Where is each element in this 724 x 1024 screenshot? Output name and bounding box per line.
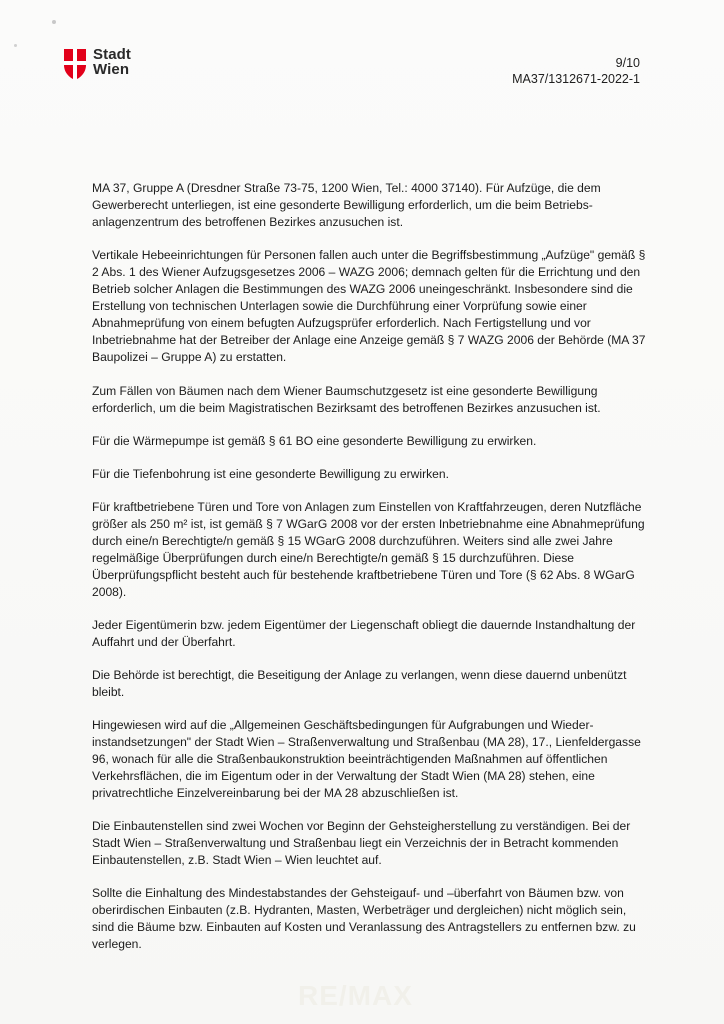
scan-speck: [14, 44, 17, 47]
paragraph: Die Einbautenstellen sind zwei Wochen vor Beginn der Gehsteigherstellung zu verständigen. Bei der Stadt Wien – Straßenverwaltung und Straßenbau liegt ein Verzeichnis der in Betracht kommenden Einbautenstellen, z.B. Stadt Wien – Wien leuchtet auf.: [92, 819, 631, 867]
stadt-wien-logo: [63, 47, 131, 81]
document-body: [92, 180, 648, 969]
paragraph: Vertikale Hebeeinrichtungen für Personen fallen auch unter die Begriffsbestimmung „Aufzüge" gemäß § 2 Abs. 1 des Wiener Aufzugsgesetzes 2006 – WAZG 2006; demnach gelten für die Errichtung und den Betrieb solcher Anlagen die Bestimmungen des WAZG 2006 uneingeschränkt. Insbesondere sind die Erstellung von technischen Unterlagen sowie die Durchführung einer Vorprüfung sowie einer Abnahmeprüfung von einem befugten Aufzugsprüfer erforderlich. Nach Fertigstellung und vor Inbetriebnahme hat der Betreiber der Anlage eine Anzeige gemäß § 7 WAZG 2006 der Behörde (MA 37 Baupolizei – Gruppe A) zu erstatten.: [92, 248, 646, 364]
page-number: 9/10: [615, 56, 640, 70]
paragraph: MA 37, Gruppe A (Dresdner Straße 73-75, 1200 Wien, Tel.: 4000 37140). Für Aufzüge, die dem Gewerberecht unterliegen, ist eine gesonderte Bewilligung erforderlich, um die beim Betriebsanlagenzentrum des betroffenen Bezirkes anzusuchen ist.: [92, 181, 601, 229]
vienna-coat-of-arms-icon: [63, 47, 87, 81]
logo-wordmark: [93, 47, 131, 77]
file-reference: MA37/1312671-2022-1: [512, 72, 640, 86]
paragraph: Zum Fällen von Bäumen nach dem Wiener Baumschutzgesetz ist eine gesonderte Bewilligung erforderlich, um die beim Magistratischen Bezirksamt des betroffenen Bezirkes anzusuchen ist.: [92, 384, 601, 415]
logo-line-stadt: Stadt: [93, 46, 131, 63]
remax-watermark: RE/MAX: [298, 980, 413, 1011]
paragraph: Jeder Eigentümerin bzw. jedem Eigentümer der Liegenschaft obliegt die dauernde Instandhaltung der Auffahrt und der Überfahrt.: [92, 618, 636, 649]
paragraph: Für die Tiefenbohrung ist eine gesonderte Bewilligung zu erwirken.: [92, 467, 449, 481]
paragraph: Für die Wärmepumpe ist gemäß § 61 BO eine gesonderte Bewilligung zu erwirken.: [92, 434, 537, 448]
paragraph: Für kraftbetriebene Türen und Tore von Anlagen zum Einstellen von Kraftfahrzeugen, deren Nutzfläche größer als 250 m² ist, ist gemäß § 7 WGarG 2008 vor der ersten Inbetriebnahme eine Abnahmeprüfung durch eine/n Berechtigte/n gemäß § 15 WGarG 2008 durchzuführen. Weiters sind alle zwei Jahre regelmäßige Überprüfungen durch eine/n Berechtigte/n gemäß § 15 durchzuführen. Diese Überprüfungspflicht besteht auch für bestehende kraftbetriebene Türen und Tore (§ 62 Abs. 8 WGarG 2008).: [92, 500, 645, 599]
paragraph: Die Behörde ist berechtigt, die Beseitigung der Anlage zu verlangen, wenn diese dauernd unbenützt bleibt.: [92, 668, 627, 699]
scan-speck: [52, 20, 56, 24]
paragraph: Sollte die Einhaltung des Mindestabstandes der Gehsteigauf- und –überfahrt von Bäumen bzw. von oberirdischen Einbauten (z.B. Hydranten, Masten, Werbeträger und dergleichen) nicht möglich sein, sind die Bäume bzw. Einbauten auf Kosten und Veranlassung des Antragstellers zu entfernen bzw. zu verlegen.: [92, 886, 636, 951]
paragraph: Hingewiesen wird auf die „Allgemeinen Geschäftsbedingungen für Aufgrabungen und Wiederinstandsetzungen" der Stadt Wien – Straßenverwaltung und Straßenbau (MA 28), 17., Lienfeldergasse 96, wonach für alle die Straßenbaukonstruktion beeinträchtigenden Maßnahmen auf öffentlichen Verkehrsflächen, die im Eigentum oder in der Verwaltung der Stadt Wien (MA 28) stehen, eine privatrechtliche Einzelvereinbarung bei der MA 28 abzuschließen ist.: [92, 718, 641, 800]
page-reference-block: [512, 55, 640, 87]
logo-line-wien: Wien: [93, 61, 130, 78]
